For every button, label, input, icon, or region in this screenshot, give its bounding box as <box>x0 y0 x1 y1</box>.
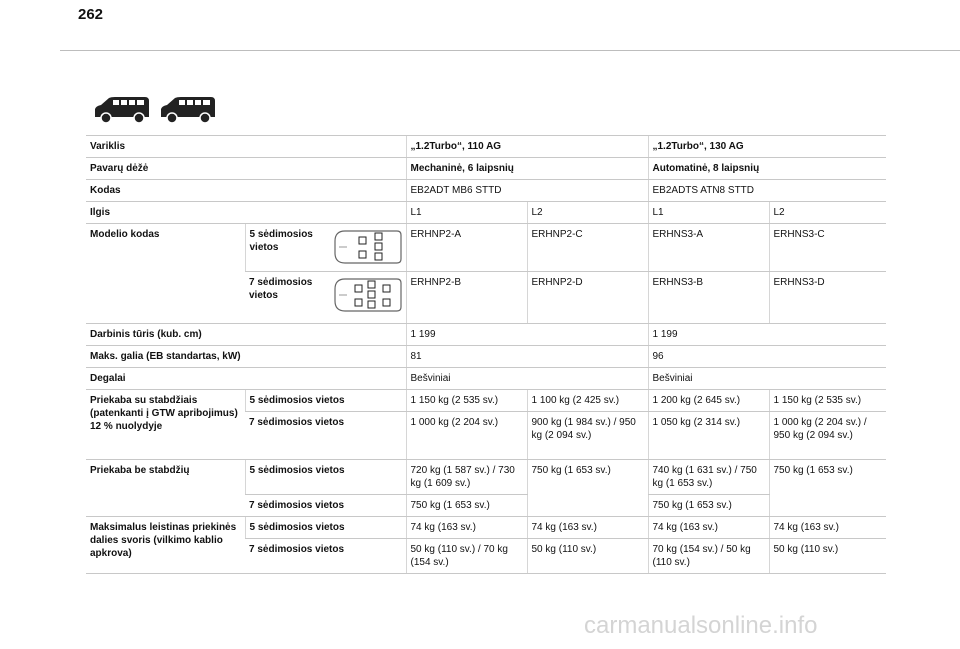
table-row <box>86 324 886 346</box>
unbraked-trailer-value: 750 kg (1 653 sv.) <box>527 460 648 517</box>
braked-trailer-value: 900 kg (1 984 sv.) / 950 kg (2 094 sv.) <box>527 412 648 460</box>
seats-7-label: 7 sėdimosios vietos <box>245 539 406 574</box>
table-row <box>86 346 886 368</box>
unbraked-trailer-value: 750 kg (1 653 sv.) <box>769 460 886 517</box>
power-value: 96 <box>648 346 886 368</box>
length-value: L2 <box>769 202 886 224</box>
unbraked-trailer-value: 750 kg (1 653 sv.) <box>406 495 527 517</box>
braked-trailer-value: 1 000 kg (2 204 sv.) <box>406 412 527 460</box>
model-code-value: ERHNP2-A <box>406 224 527 272</box>
model-code-value: ERHNS3-B <box>648 272 769 324</box>
braked-trailer-value: 1 100 kg (2 425 sv.) <box>527 390 648 412</box>
watermark: carmanualsonline.info <box>584 612 818 639</box>
braked-trailer-value: 1 050 kg (2 314 sv.) <box>648 412 769 460</box>
seats-7-label: 7 sėdimosios vietos <box>249 277 313 301</box>
seats-5-cell <box>245 224 406 272</box>
fuel-value: Bešviniai <box>648 368 886 390</box>
length-label: Ilgis <box>86 202 406 224</box>
van-7-seat-icon <box>161 97 215 123</box>
nose-weight-value: 50 kg (110 sv.) <box>527 539 648 574</box>
nose-weight-value: 74 kg (163 sv.) <box>769 517 886 539</box>
unbraked-trailer-value: 720 kg (1 587 sv.) / 730 kg (1 609 sv.) <box>406 460 527 495</box>
engine-130: „1.2Turbo“, 130 AG <box>648 136 886 158</box>
table-row <box>86 368 886 390</box>
seating-7-icon <box>333 277 403 313</box>
nose-weight-value: 50 kg (110 sv.) / 70 kg (154 sv.) <box>406 539 527 574</box>
gearbox-label: Pavarų dėžė <box>86 158 406 180</box>
unbraked-trailer-value: 750 kg (1 653 sv.) <box>648 495 769 517</box>
engine-label: Variklis <box>86 136 406 158</box>
vehicle-icons <box>93 95 223 125</box>
van-5-seat-icon <box>95 97 149 123</box>
seats-7-label: 7 sėdimosios vietos <box>245 495 406 517</box>
displacement-value: 1 199 <box>406 324 648 346</box>
table-row <box>86 517 886 539</box>
fuel-label: Degalai <box>86 368 406 390</box>
code-value: EB2ADTS ATN8 STTD <box>648 180 886 202</box>
table-row <box>86 390 886 412</box>
model-code-value: ERHNS3-C <box>769 224 886 272</box>
nose-weight-value: 74 kg (163 sv.) <box>406 517 527 539</box>
table-row <box>86 158 886 180</box>
seating-5-icon <box>333 229 403 265</box>
table-row <box>86 136 886 158</box>
model-code-value: ERHNS3-D <box>769 272 886 324</box>
nose-weight-value: 70 kg (154 sv.) / 50 kg (110 sv.) <box>648 539 769 574</box>
length-value: L1 <box>648 202 769 224</box>
seats-5-label: 5 sėdimosios vietos <box>245 390 406 412</box>
braked-trailer-value: 1 000 kg (2 204 sv.) / 950 kg (2 094 sv.) <box>769 412 886 460</box>
displacement-value: 1 199 <box>648 324 886 346</box>
engine-110: „1.2Turbo“, 110 AG <box>406 136 648 158</box>
code-value: EB2ADT MB6 STTD <box>406 180 648 202</box>
braked-trailer-value: 1 150 kg (2 535 sv.) <box>769 390 886 412</box>
nose-weight-value: 74 kg (163 sv.) <box>527 517 648 539</box>
seats-7-label: 7 sėdimosios vietos <box>245 412 406 460</box>
unbraked-trailer-label: Priekaba be stabdžių <box>86 460 245 517</box>
gearbox-manual: Mechaninė, 6 laipsnių <box>406 158 648 180</box>
page-number: 262 <box>78 6 104 23</box>
seats-7-cell <box>245 272 406 324</box>
table-row <box>86 224 886 272</box>
braked-trailer-label: Priekaba su stabdžiais (patenkanti į GTW apribojimus) 12 % nuolydyje <box>86 390 245 460</box>
unbraked-trailer-value: 740 kg (1 631 sv.) / 750 kg (1 653 sv.) <box>648 460 769 495</box>
nose-weight-value: 50 kg (110 sv.) <box>769 539 886 574</box>
table-row <box>86 460 886 495</box>
power-value: 81 <box>406 346 648 368</box>
model-code-value: ERHNS3-A <box>648 224 769 272</box>
length-value: L2 <box>527 202 648 224</box>
model-code-label: Modelio kodas <box>86 224 245 324</box>
gearbox-auto: Automatinė, 8 laipsnių <box>648 158 886 180</box>
braked-trailer-value: 1 200 kg (2 645 sv.) <box>648 390 769 412</box>
model-code-value: ERHNP2-C <box>527 224 648 272</box>
header-rule <box>60 50 960 51</box>
seats-5-label: 5 sėdimosios vietos <box>245 460 406 495</box>
braked-trailer-value: 1 150 kg (2 535 sv.) <box>406 390 527 412</box>
model-code-value: ERHNP2-B <box>406 272 527 324</box>
displacement-label: Darbinis tūris (kub. cm) <box>86 324 406 346</box>
fuel-value: Bešviniai <box>406 368 648 390</box>
length-value: L1 <box>406 202 527 224</box>
table-row <box>86 202 886 224</box>
specifications-table <box>86 135 886 574</box>
seats-5-label: 5 sėdimosios vietos <box>249 229 313 253</box>
nose-weight-label: Maksimalus leistinas priekinės dalies svoris (vilkimo kablio apkrova) <box>86 517 245 574</box>
nose-weight-value: 74 kg (163 sv.) <box>648 517 769 539</box>
code-label: Kodas <box>86 180 406 202</box>
table-row <box>86 180 886 202</box>
seats-5-label: 5 sėdimosios vietos <box>245 517 406 539</box>
power-label: Maks. galia (EB standartas, kW) <box>86 346 406 368</box>
model-code-value: ERHNP2-D <box>527 272 648 324</box>
